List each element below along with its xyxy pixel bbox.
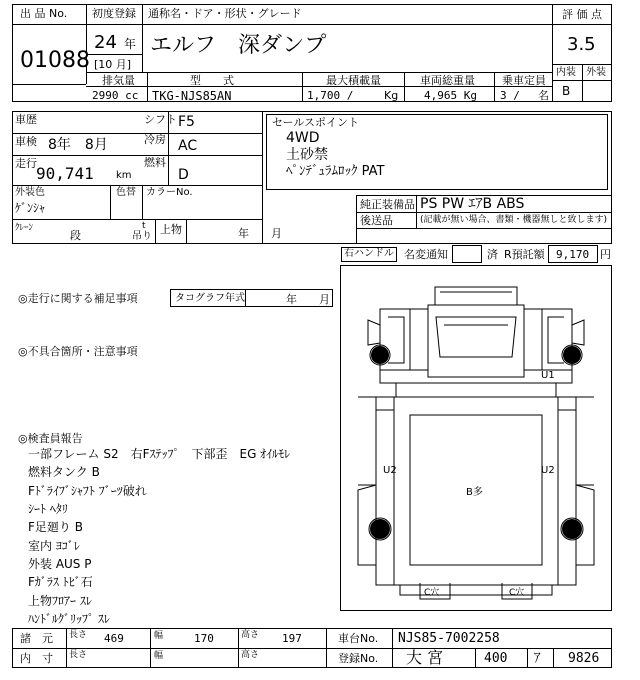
name-change-box [452, 245, 482, 263]
diagram-mark-u1: U1 [541, 370, 555, 381]
divider [86, 54, 142, 55]
fuel-label: 燃料 [144, 156, 166, 169]
divider [356, 195, 357, 244]
divider [552, 4, 553, 102]
inspector-line-2: 燃料タンク B [28, 465, 100, 479]
divider [12, 648, 612, 649]
first-reg-year: 24 [94, 32, 117, 53]
inner-width-label: 幅 [154, 651, 164, 661]
diagram-mark-c-right: C穴 [509, 588, 525, 598]
divider [66, 628, 67, 668]
divider [552, 24, 612, 25]
bed-label: 上物 [160, 223, 182, 236]
diagram-mark-b: B多 [466, 487, 483, 498]
divider [12, 219, 262, 220]
history-label: 車歴 [15, 113, 37, 126]
exterior-label: 外装 [586, 67, 606, 78]
sales-points-title: セールスポイント [272, 116, 360, 129]
score-label: 評 価 点 [562, 8, 602, 21]
first-reg-label: 初度登録 [92, 7, 136, 20]
bed-date: 年 月 [238, 227, 282, 240]
color-no-label: カラーNo. [146, 187, 193, 198]
displacement-value: 2990 cc [92, 89, 139, 102]
inner-length-label: 長さ [69, 650, 88, 660]
yen-unit: 円 [600, 248, 611, 261]
inspection-value: 8年 8月 [48, 137, 108, 153]
length-value: 469 [104, 632, 124, 645]
recycle-label: R預託額 [504, 248, 545, 261]
divider [168, 133, 262, 134]
divider [142, 185, 143, 219]
score-value: 3.5 [567, 34, 596, 55]
divider [245, 289, 246, 307]
divider [326, 628, 327, 668]
year-unit: 年 [124, 37, 137, 51]
max-load-value: 1,700 / [307, 89, 354, 102]
after-items-label: 後送品 [360, 214, 393, 227]
sales-point-2: 土砂禁 [286, 147, 328, 163]
inner-height-label: 高さ [241, 650, 260, 660]
width-value: 170 [194, 632, 214, 645]
inspector-line-5: F足廻り B [28, 520, 83, 534]
divider [238, 628, 239, 668]
rhd-label: 右ハンドル [344, 248, 394, 259]
dims-label: 諸 元 [20, 632, 53, 645]
divider [150, 628, 151, 668]
inspector-line-1: 一部フレーム S2 右Fｽﾃｯﾌﾟ 下部歪 EG ｵｲﾙﾓﾚ [28, 447, 291, 461]
divider [262, 111, 263, 244]
tachograph-label: タコグラフ年式 [175, 293, 245, 304]
divider [142, 24, 143, 72]
divider [186, 219, 187, 244]
car-name: エルフ 深ダンプ [150, 33, 327, 58]
divider [552, 80, 612, 81]
inspector-line-10: ﾊﾝﾄﾞﾙｸﾞﾘｯﾌﾟ ｽﾚ [28, 612, 110, 626]
capacity-unit: 名 [538, 89, 549, 102]
divider [527, 648, 528, 668]
reg-number: 9826 [568, 651, 600, 666]
reg-class: 400 [484, 651, 508, 666]
height-label: 高さ [241, 630, 260, 640]
sales-point-1: 4WD [286, 130, 320, 146]
crane-lift-label: 吊り [132, 231, 152, 242]
crane-label: ｸﾚｰﾝ [15, 223, 34, 233]
lot-label: 出 品 No. [20, 7, 68, 20]
divider [404, 72, 405, 102]
divider [155, 219, 156, 244]
reg-area: 大 宮 [406, 648, 444, 667]
tachograph-date: 年 月 [286, 293, 330, 306]
inspector-line-7: 外装 AUS P [28, 557, 92, 571]
inspector-title: ◎検査員報告 [18, 432, 83, 445]
inspector-line-8: Fｶﾞﾗｽ ﾄﾋﾞ石 [28, 575, 93, 589]
max-load-label: 最大積載量 [326, 74, 381, 87]
divider [582, 64, 583, 102]
height-value: 197 [282, 632, 302, 645]
divider [356, 212, 612, 213]
divider [12, 84, 86, 85]
mileage-unit: km [116, 170, 132, 181]
divider [475, 648, 476, 668]
equipment-label: 純正装備品 [360, 198, 415, 211]
defects-title: ◎不具合箇所・注意事項 [18, 345, 138, 358]
shift-label: シフト [144, 113, 177, 126]
divider [86, 72, 552, 73]
truck-top-view-diagram [340, 265, 612, 611]
gross-weight-label: 車両総重量 [420, 74, 475, 87]
divider [12, 185, 262, 186]
interior-grade: B [562, 84, 571, 98]
lot-number: 01088 [20, 48, 90, 73]
crane-step: 段 [70, 229, 81, 242]
sales-point-3: ﾍﾟﾝﾃﾞｭﾗﾑﾛｯｸ PAT [286, 164, 385, 179]
max-load-unit: Kg [384, 89, 399, 102]
diagram-mark-c-left: C穴 [424, 588, 440, 598]
first-reg-month: [10 月] [94, 58, 132, 71]
inspector-line-4: ｼｰﾄ ﾍﾀﾘ [28, 502, 68, 516]
capacity-value: 3 / [500, 89, 520, 102]
ext-color-label: 外装色 [15, 187, 45, 198]
driving-remarks-title: ◎走行に関する補足事項 [18, 292, 138, 305]
inspector-line-3: Fﾄﾞﾗｲﾌﾞｼｬﾌﾄ ﾌﾞｰﾂ破れ [28, 484, 147, 498]
ac-value: AC [178, 138, 198, 154]
mileage-value: 90,741 [36, 164, 94, 183]
inner-dims-label: 内 寸 [20, 652, 53, 665]
name-change-label: 名変通知 [404, 248, 448, 261]
divider [553, 648, 554, 668]
after-items-note: (記載が無い場合、書類・機器無しと致します) [420, 215, 608, 225]
shift-value: F5 [178, 114, 195, 130]
diagram-mark-u2-left: U2 [383, 465, 397, 476]
mileage-label: 走行 [15, 157, 37, 170]
divider [392, 628, 393, 668]
color-change-label: 色替 [116, 187, 136, 198]
gross-weight-value: 4,965 Kg [424, 89, 477, 102]
reg-kana: ｱ [534, 651, 541, 666]
diagram-mark-u2-right: U2 [541, 465, 555, 476]
divider [356, 228, 612, 229]
reg-label: 登録No. [338, 652, 379, 665]
length-label: 長さ [69, 630, 88, 640]
divider [86, 24, 552, 25]
chassis-value: NJS85-7002258 [398, 631, 500, 646]
divider [302, 72, 303, 102]
divider [147, 72, 148, 102]
divider [142, 4, 143, 24]
inspector-line-9: 上物ﾌﾛｱｰ ｽﾚ [28, 594, 92, 608]
divider [86, 86, 552, 87]
width-label: 幅 [154, 631, 164, 641]
name-label: 通称名・ドア・形状・グレード [148, 7, 302, 20]
fuel-value: D [178, 167, 189, 183]
model-label: 型 式 [190, 74, 234, 87]
divider [494, 72, 495, 102]
displacement-label: 排気量 [102, 74, 135, 87]
divider [110, 185, 111, 219]
equipment-value: PS PW ｴｱB ABS [420, 196, 525, 212]
ext-color-value: ｹﾞﾝｼｬ [15, 201, 46, 215]
chassis-label: 車台No. [338, 632, 379, 645]
divider [12, 155, 262, 156]
ac-label: 冷房 [144, 133, 166, 146]
interior-label: 内装 [556, 67, 576, 78]
capacity-label: 乗車定員 [502, 74, 546, 87]
crane-lift-unit: t [142, 221, 146, 231]
inspector-line-6: 室内 ﾖｺﾞﾚ [28, 539, 80, 553]
recycle-amount: 9,170 [556, 248, 590, 261]
model-value: TKG-NJS85AN [152, 89, 232, 103]
inspection-label: 車検 [15, 135, 37, 148]
recycle-done-label: 済 [487, 248, 498, 261]
divider [12, 24, 86, 25]
